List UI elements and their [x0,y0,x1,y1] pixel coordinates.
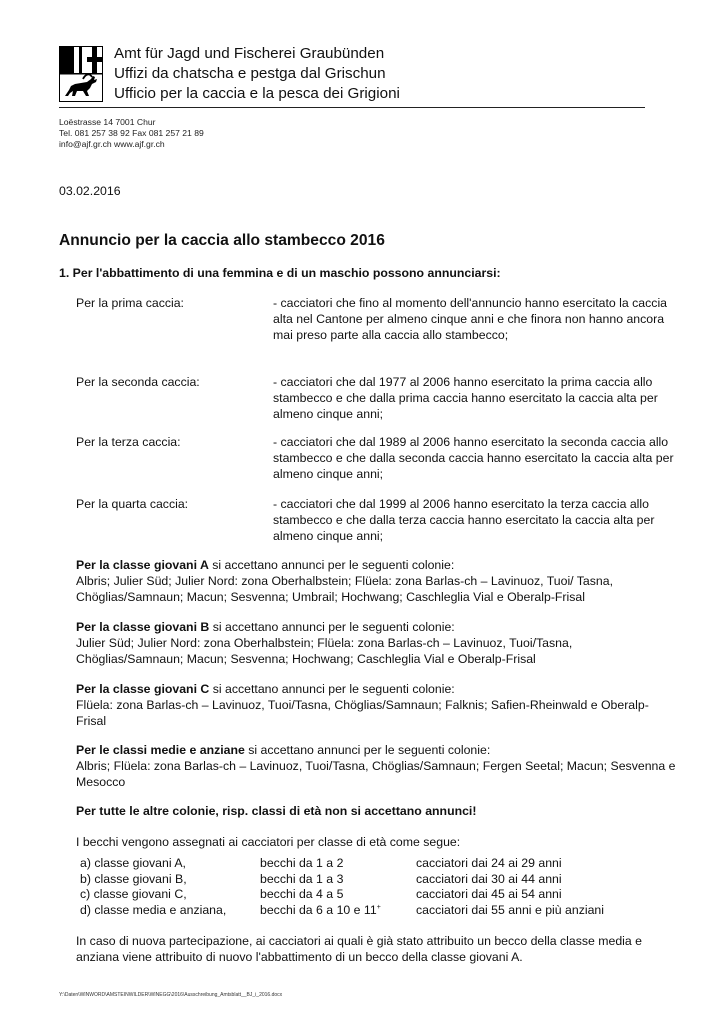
hunt-description: - cacciatori che dal 1977 al 2006 hanno esercitato la prima caccia allo stambecco e che dalla prima caccia hanno esercitato la caccia alta per almeno cinque anni; [273,375,658,421]
closing-paragraph: In caso di nuova partecipazione, ai cacciatori ai quali è già stato attribuito un becco della classe media e anziana viene attribuito di nuovo l'abbattimento di un becco della classe giovani A. [76,934,642,964]
document-title: Annuncio per la caccia allo stambecco 2016 [59,232,385,249]
hunt-label: Per la seconda caccia: [76,375,200,389]
colony-list: Julier Süd; Julier Nord: zona Oberhalbstein; Flüela: zona Barlas-ch – Lavinuoz, Tuoi/Tasna, Chöglias/Samnaun; Macun; Sesvenna; Hochwang; Caschleglia Vial e Oberalp-Frisal [76,636,573,666]
colony-intro: si accettano annunci per le seguenti colonie: [208,558,455,572]
colony-block-medie-anziane [76,742,676,790]
ibex-range: becchi da 1 a 3 [260,871,344,886]
ibex-range: becchi da 1 a 2 [260,856,344,870]
hunter-age: cacciatori dai 55 anni e più anziani [416,902,604,917]
header-divider [59,107,645,108]
address-phone-fax: Tel. 081 257 38 92 Fax 081 257 21 89 [59,128,204,138]
colony-list: Albris; Julier Süd; Julier Nord: zona Oberhalbstein; Flüela: zona Barlas-ch – Lavinuoz, Tuoi/ Tasna, Chöglias/Samnaun; Macun; Sesvenna; Umbrail; Hochwang; Caschleglia Vial e Oberalp-Frisal [76,574,614,604]
ibex-range: becchi da 6 a 10 e 11+ [260,902,381,917]
age-class: d) classe media e anziana, [80,902,227,917]
colony-block-giovani-b [76,619,676,667]
organization-name [114,44,400,104]
org-name-romansh: Uffizi da chatscha e pestga dal Grischun [114,65,386,82]
age-class: a) classe giovani A, [80,856,186,870]
address-street: Loëstrasse 14 7001 Chur [59,117,156,127]
colony-list: Albris; Flüela: zona Barlas-ch – Lavinuoz, Tuoi/Tasna, Chöglias/Samnaun; Fergen Seetal; Macun; Sesvenna e Mesocco [76,759,676,789]
document-date: 03.02.2016 [59,184,121,198]
address-block [59,117,204,150]
hunt-description: - cacciatori che dal 1989 al 2006 hanno esercitato la seconda caccia allo stambecco e che dalla seconda caccia hanno esercitato la caccia alta per almeno cinque anni; [273,435,674,481]
section-1-heading: 1. Per l'abbattimento di una femmina e di un maschio possono annunciarsi: [59,266,501,280]
plus-superscript: + [376,903,381,911]
colony-intro: si accettano annunci per le seguenti colonie: [209,682,455,696]
hunt-label: Per la quarta caccia: [76,497,189,511]
org-name-german: Amt für Jagd und Fischerei Graubünden [114,45,385,62]
footer-file-path: Y:\Daten\WINWORD\AMSTEINWILDER\WINEGG\2016\Ausschreibung_Amtsblatt__BJ_i_2016.docx [59,992,283,998]
colony-block-giovani-a [76,557,676,605]
age-class: b) classe giovani B, [80,871,187,886]
hunter-age: cacciatori dai 30 ai 44 anni [416,871,562,886]
hunter-age: cacciatori dai 45 ai 54 anni [416,887,562,902]
hunt-description: - cacciatori che dal 1999 al 2006 hanno esercitato la terza caccia allo stambecco e che dalla terza caccia hanno esercitato la caccia alta per almeno cinque anni; [273,497,655,543]
colony-class-label: Per la classe giovani A [76,558,209,572]
org-name-italian: Ufficio per la caccia e la pesca dei Grigioni [114,85,400,102]
no-other-colonies-notice: Per tutte le altre colonie, risp. classi di età non si accettano annunci! [76,804,477,818]
hunt-label: Per la prima caccia: [76,296,184,310]
colony-class-label: Per le classi medie e anziane [76,743,245,757]
hunt-description: - cacciatori che fino al momento dell'annuncio hanno esercitato la caccia alta nel Cantone per almeno cinque anni e che finora non hanno ancora mai preso parte alla caccia allo stambecco; [273,296,668,342]
colony-class-label: Per la classe giovani B [76,620,210,634]
canton-coat-of-arms-logo [59,46,103,102]
ibex-range: becchi da 4 a 5 [260,887,344,902]
colony-list: Flüela: zona Barlas-ch – Lavinuoz, Tuoi/Tasna, Chöglias/Samnaun; Falknis; Safien-Rheinwald e Oberalp-Frisal [76,698,649,728]
colony-class-label: Per la classe giovani C [76,682,210,696]
colony-intro: si accettano annunci per le seguenti colonie: [209,620,455,634]
assignment-intro: I becchi vengono assegnati ai cacciatori per classe di età come segue: [76,835,461,849]
address-email-web: info@ajf.gr.ch www.ajf.gr.ch [59,139,165,149]
colony-block-giovani-c [76,681,676,729]
hunt-label: Per la terza caccia: [76,435,181,449]
hunter-age: cacciatori dai 24 ai 29 anni [416,856,562,870]
colony-intro: si accettano annunci per le seguenti colonie: [244,743,491,757]
age-class: c) classe giovani C, [80,887,187,902]
